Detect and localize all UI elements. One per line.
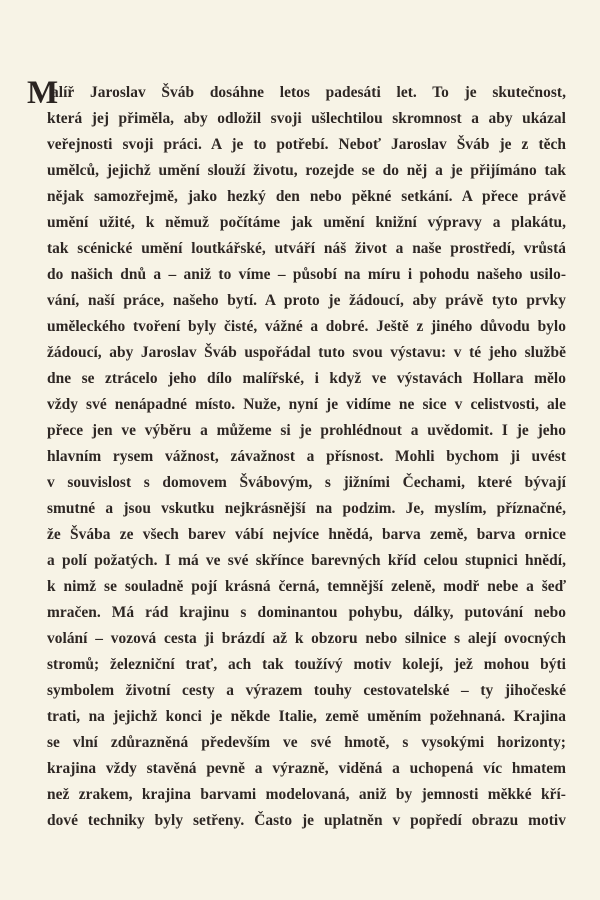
text-line: umění užité, k němuž počítáme jak umění knižní výpravy a plakátu, [47,214,566,231]
text-line: nějak samozřejmě, jako hezký den nebo pěkné setkání. A přece právě [47,188,566,205]
text-line: veřejnosti svoji práci. A je to potřebí. Neboť Jaroslav Šváb je z těch [47,136,566,153]
text-line [27,75,566,111]
text-line: mračen. Má rád krajinu s dominantou pohybu, dálky, putování nebo [47,604,566,621]
text-line: k nimž se souladně pojí krásná černá, temnější zeleně, modř nebe a šeď [47,578,566,595]
text-line: dne se ztrácelo jeho dílo malířské, i když ve výstavách Hollara mělo [47,370,566,387]
text-line: vždy své nenápadné místo. Nuže, nyní je vidíme ne sice v celistvosti, ale [47,396,566,413]
text-line-content: alíř Jaroslav Šváb dosáhne letos padesáti let. To je skutečnost, [51,84,566,101]
text-line: uměleckého tvoření byly čisté, vážné a dobré. Ještě z jiného důvodu bylo [47,318,566,335]
text-line: smutné a jsou vskutku nejkrásnější na podzim. Je, myslím, příznačné, [47,500,566,517]
text-line: volání – vozová cesta ji brázdí až k obzoru nebo silnice s alejí ovocných [47,630,566,647]
text-line: která jej přiměla, aby odložil svoji ušlechtilou skromnost a aby ukázal [47,110,566,127]
text-line: stromů; železniční trať, ach tak toužívý motiv kolejí, jež mohou býti [47,656,566,673]
text-line: krajina vždy stavěná pevně a výrazně, viděná a uchopená víc hmatem [47,760,566,777]
text-line: vání, naší práce, našeho bytí. A proto je žádoucí, aby právě tyto prvky [47,292,566,309]
text-line: dové techniky byly setřeny. Často je uplatněn v popředí obrazu motiv [47,812,566,829]
body-text [27,75,566,834]
text-line: do našich dnů a – aniž to víme – působí na míru i pohodu našeho usilo- [47,266,566,283]
text-line: a polí požatých. I má ve své skřínce barevných kříd celou stupnici hnědí, [47,552,566,569]
drop-cap: M [27,75,59,111]
text-line: umělců, jejichž umění slouží životu, rozejde se do něj a je přijímáno tak [47,162,566,179]
text-line: se vlní zdůrazněná především ve své hmotě, s vysokými horizonty; [47,734,566,751]
text-line: žádoucí, aby Jaroslav Šváb uspořádal tuto svou výstavu: v té jeho službě [47,344,566,361]
text-line: symbolem životní cesty a výrazem touhy cestovatelské – ty jihočeské [47,682,566,699]
text-line: že Švába ze všech barev vábí nejvíce hnědá, barva země, barva ornice [47,526,566,543]
text-line: přece jen ve výběru a můžeme si je prohlédnout a uvědomit. I je jeho [47,422,566,439]
text-line: než zrakem, krajina barvami modelovaná, aniž by jemnosti měkké kří- [47,786,566,803]
text-line: hlavním rysem vážnost, závažnost a přísnost. Mohli bychom ji uvést [47,448,566,465]
text-line: trati, na jejichž konci je někde Italie, země uměním požehnaná. Krajina [47,708,566,725]
text-line: tak scénické umění loutkářské, utváří náš život a naše prostředí, vrůstá [47,240,566,257]
text-line: v souvislost s domovem Švábovým, s jižními Čechami, které bývají [47,474,566,491]
